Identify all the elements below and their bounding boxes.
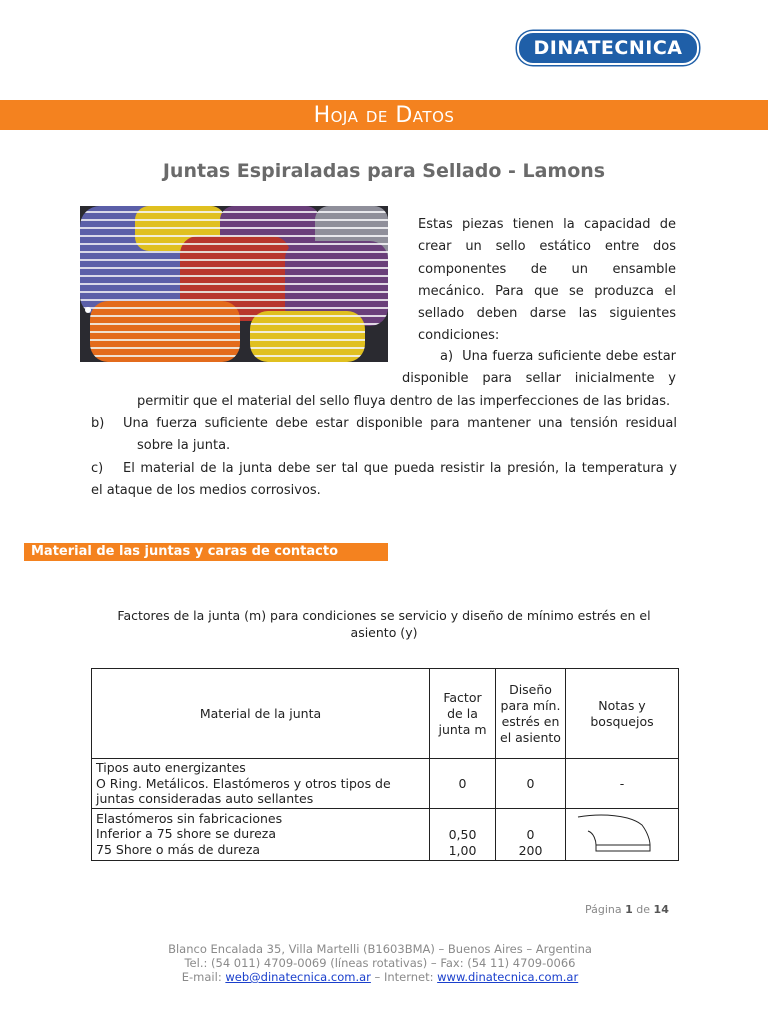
- email-label: E-mail:: [181, 970, 222, 984]
- website-link[interactable]: www.dinatecnica.com.ar: [437, 970, 579, 984]
- condition-c: [91, 458, 677, 480]
- caption-line: asiento (y): [350, 625, 418, 640]
- header-notes: Notas y bosquejos: [566, 669, 679, 759]
- condition-b-marker: b): [91, 416, 105, 431]
- row1-material: [92, 759, 430, 809]
- table-caption: [90, 607, 678, 641]
- cell-line: Elastómeros sin fabricaciones: [96, 810, 283, 826]
- page-current: 1: [625, 903, 633, 916]
- intro-line: Estas piezas tienen la capacidad de: [418, 217, 676, 232]
- cell-value: 1,00: [448, 842, 477, 858]
- row1-factor: 0: [430, 759, 496, 809]
- cell-line: juntas consideradas auto sellantes: [96, 791, 314, 806]
- footer-contact: [0, 970, 760, 984]
- footer: [0, 942, 760, 984]
- page-total: 14: [653, 903, 669, 916]
- gasket-profile-sketch: [572, 811, 652, 855]
- cell-value: 0: [526, 826, 535, 842]
- footer-address: Blanco Encalada 35, Villa Martelli (B1603BMA) – Buenos Aires – Argentina: [168, 942, 592, 956]
- table-header-row: [92, 669, 679, 759]
- intro-paragraph: [418, 214, 676, 348]
- header-material: Material de la junta: [92, 669, 430, 759]
- row1-design: 0: [496, 759, 566, 809]
- condition-b-text: Una fuerza suficiente debe estar disponible para mantener una tensión residual: [123, 416, 677, 431]
- row2-design: [496, 808, 566, 860]
- gasket-factors-table: [91, 668, 679, 861]
- intro-line: condiciones:: [418, 328, 500, 344]
- document-title: Juntas Espiraladas para Sellado - Lamons: [162, 160, 606, 182]
- condition-c-cont: el ataque de los medios corrosivos.: [91, 483, 321, 498]
- condition-b-cont: sobre la junta.: [137, 438, 231, 453]
- condition-c-marker: c): [91, 461, 104, 476]
- table-row: [92, 759, 679, 809]
- internet-label: – Internet:: [374, 970, 434, 984]
- cell-value: 200: [518, 842, 543, 858]
- row2-factor: [430, 808, 496, 860]
- caption-line: Factores de la junta (m) para condiciones se servicio y diseño de mínimo estrés en el: [117, 608, 651, 623]
- condition-c-text: El material de la junta debe ser tal que pueda resistir la presión, la temperatura y: [123, 461, 677, 476]
- cell-line: 75 Shore o más de dureza: [96, 841, 261, 857]
- intro-line: sellado deben darse las siguientes: [418, 306, 676, 322]
- section-heading: Material de las juntas y caras de contacto: [24, 543, 388, 561]
- row2-notes: [566, 808, 679, 860]
- row2-material: [92, 808, 430, 860]
- condition-a-start: [402, 346, 676, 391]
- footer-phone: Tel.: (54 011) 4709-0069 (líneas rotativas) – Fax: (54 11) 4709-0066: [184, 956, 576, 970]
- dinatecnica-logo: DINATECNICA: [517, 31, 699, 65]
- cell-line: Inferior a 75 shore se dureza: [96, 826, 277, 842]
- cell-line: O Ring. Metálicos. Elastómeros y otros tipos de: [96, 775, 391, 791]
- row1-notes: -: [566, 759, 679, 809]
- page-of: de: [636, 903, 651, 916]
- condition-a-line1: Una fuerza suficiente debe estar: [462, 349, 677, 364]
- condition-b: [91, 413, 677, 435]
- condition-a-line3: permitir que el material del sello fluya dentro de las imperfecciones de las bridas.: [137, 394, 671, 409]
- condition-a-marker: a): [440, 349, 454, 364]
- page-indicator: [585, 903, 669, 916]
- cell-value: 0,50: [448, 826, 477, 842]
- email-link[interactable]: web@dinatecnica.com.ar: [225, 970, 371, 984]
- datasheet-banner: Hoja de Datos: [0, 100, 768, 130]
- intro-line: componentes de un ensamble: [418, 261, 676, 277]
- spiral-gaskets-photo: [80, 206, 388, 362]
- table-row: [92, 808, 679, 860]
- intro-line: crear un sello estático entre dos: [418, 239, 676, 255]
- page-prefix: Página: [585, 903, 622, 916]
- condition-a-line2: disponible para sellar inicialmente y: [402, 371, 676, 387]
- header-design: Diseño para mín. estrés en el asiento: [496, 669, 566, 759]
- intro-line: mecánico. Para que se produzca el: [418, 283, 676, 299]
- header-factor: Factor de la junta m: [430, 669, 496, 759]
- cell-line: Tipos auto energizantes: [96, 760, 246, 775]
